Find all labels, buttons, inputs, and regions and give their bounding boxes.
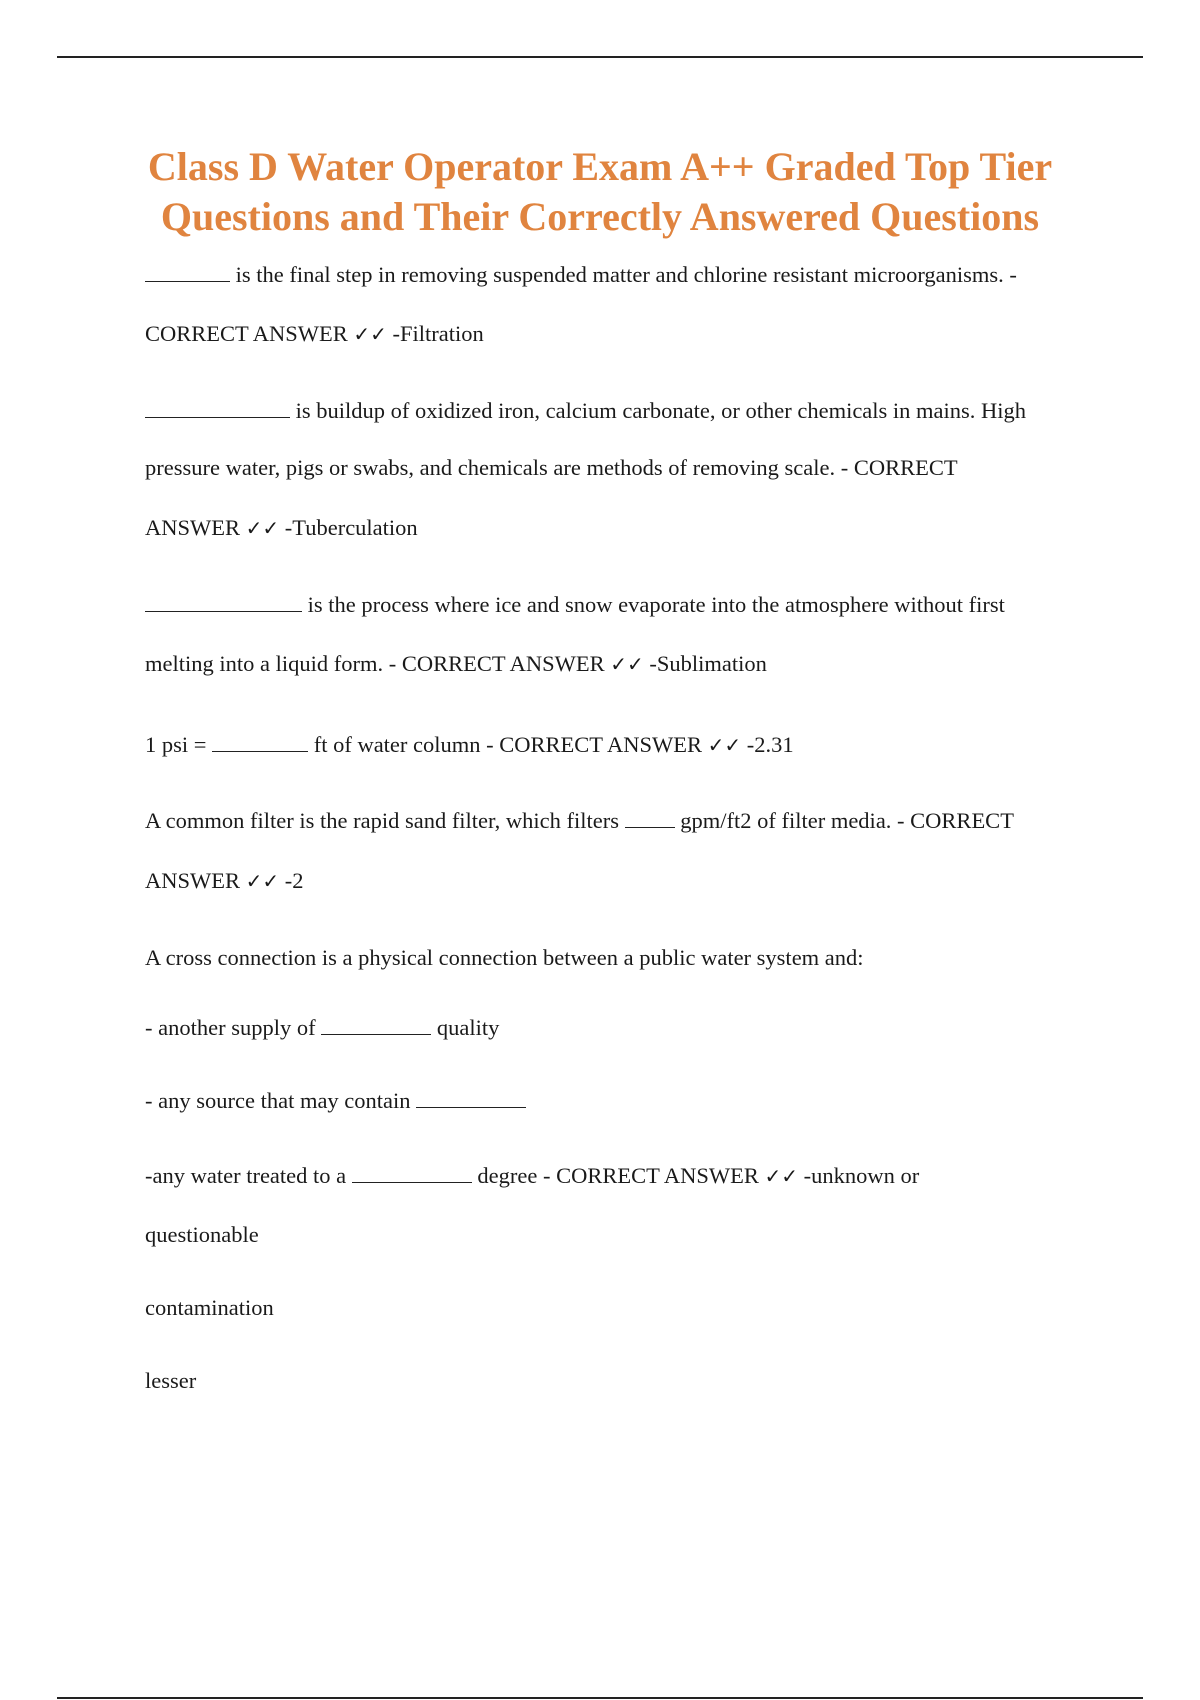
q6-item-3: -any water treated to a degree - CORRECT ANSWER ✓✓ -unknown or — [145, 1163, 920, 1188]
double-check-icon: ✓✓ — [353, 322, 387, 346]
q2-question: is buildup of oxidized iron, calcium carbonate, or other chemicals in mains. High — [145, 397, 1026, 425]
q6-answer-line-2: questionable — [145, 1222, 259, 1247]
q1-question: is the final step in removing suspended matter and chlorine resistant microorganisms. - — [145, 261, 1017, 289]
answer-blank — [321, 1017, 431, 1035]
double-check-icon: ✓✓ — [245, 869, 280, 893]
double-check-icon: ✓✓ — [764, 1164, 798, 1188]
answer-blank — [145, 264, 230, 282]
answer-blank — [145, 400, 290, 418]
q3-question: is the process where ice and snow evaporate into the atmosphere without first — [145, 591, 1005, 619]
answer-blank — [352, 1165, 472, 1183]
q6-answer-line-3: contamination — [145, 1295, 274, 1320]
answer-blank — [145, 594, 302, 612]
double-check-icon: ✓✓ — [610, 652, 644, 676]
title-line-1: Class D Water Operator Exam A++ Graded Top Tier — [147, 144, 1053, 189]
q5-question: A common filter is the rapid sand filter, which filters gpm/ft2 of filter media. - CORRECT — [145, 808, 1014, 833]
q6-item-2: - any source that may contain — [145, 1087, 526, 1115]
q1-answer — [145, 320, 484, 348]
q5-answer-value: -2 — [279, 868, 304, 893]
answer-blank — [212, 734, 308, 752]
q3-answer-value: -Sublimation — [643, 651, 767, 676]
q2-question-line-2: pressure water, pigs or swabs, and chemicals are methods of removing scale. - CORRECT — [145, 455, 958, 480]
q2-answer-value: -Tuberculation — [279, 515, 418, 540]
q4-question: 1 psi = ft of water column - CORRECT ANSWER ✓✓ -2.31 — [145, 732, 794, 757]
q2-answer: ANSWER ✓✓ -Tuberculation — [145, 515, 418, 540]
document-title — [100, 142, 1100, 242]
q3-answer: melting into a liquid form. - CORRECT ANSWER ✓✓ -Sublimation — [145, 651, 767, 676]
q6-item-1: - another supply of quality — [145, 1015, 500, 1040]
bottom-rule — [57, 1697, 1143, 1699]
top-rule — [57, 56, 1143, 58]
correct-answer-label: CORRECT ANSWER — [145, 321, 348, 346]
double-check-icon: ✓✓ — [707, 733, 742, 757]
double-check-icon: ✓✓ — [245, 516, 280, 540]
q4-answer-value: -2.31 — [741, 732, 794, 757]
q5-answer: ANSWER ✓✓ -2 — [145, 868, 304, 893]
q6-question: A cross connection is a physical connection between a public water system and: — [145, 945, 864, 970]
answer-blank — [416, 1090, 526, 1108]
q6-answer-line-4: lesser — [145, 1368, 197, 1393]
q6-answer-value: -unknown or — [797, 1163, 920, 1188]
q1-answer-value: -Filtration — [386, 321, 484, 346]
title-line-2: Questions and Their Correctly Answered Questions — [160, 194, 1040, 239]
answer-blank — [625, 810, 675, 828]
